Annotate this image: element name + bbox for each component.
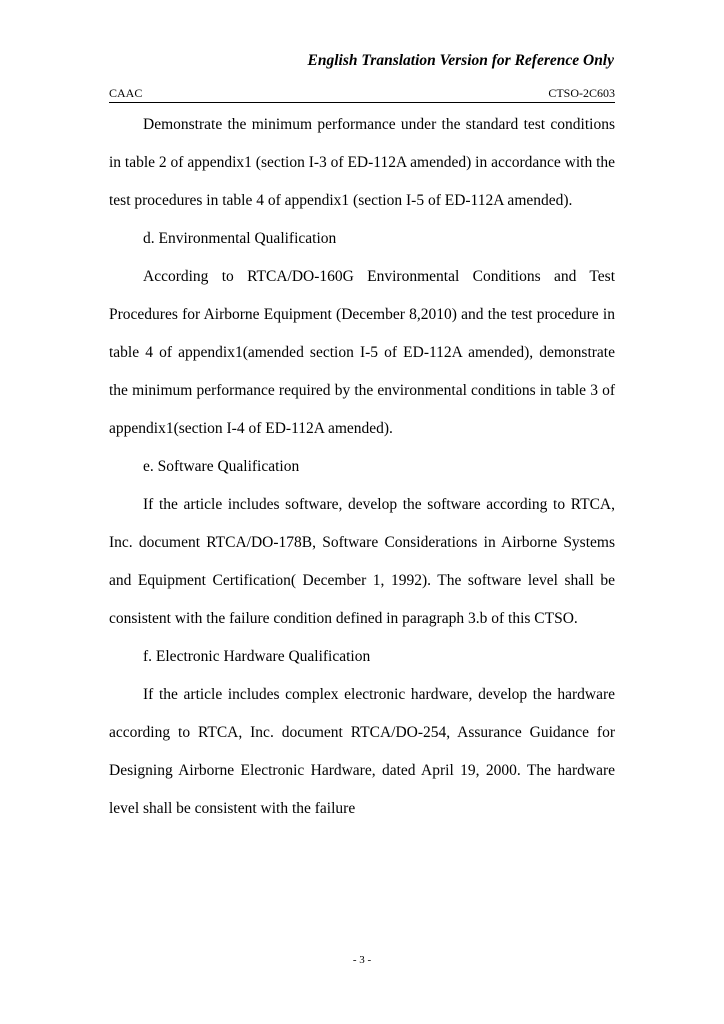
heading-environmental-qualification: d. Environmental Qualification [143,230,337,247]
document-body [109,106,615,828]
heading-software-qualification: e. Software Qualification [143,458,300,475]
paragraph-performance: Demonstrate the minimum performance under the standard test conditions in table 2 of appendix1 (section I-3 of ED-112A amended) in accordance with the test procedures in table 4 of appendix1 (section I-5 of ED-112A amended). [109,116,616,209]
translation-banner: English Translation Version for Reference Only [307,52,614,69]
paragraph-environmental: According to RTCA/DO-160G Environmental Conditions and Test Procedures for Airborne Equipment (December 8,2010) and the test procedure in table 4 of appendix1(amended section I-5 of ED-112A amended), demonstrate the minimum performance required by the environmental conditions in table 3 of appendix1(section I-4 of ED-112A amended). [109,268,615,437]
page-header [109,86,615,103]
page-number: - 3 - [352,954,372,966]
heading-electronic-hardware-qualification: f. Electronic Hardware Qualification [143,648,371,665]
header-document-id: CTSO-2C603 [548,86,615,100]
paragraph-hardware: If the article includes complex electronic hardware, develop the hardware according to RTCA, Inc. document RTCA/DO-254, Assurance Guidance for Designing Airborne Electronic Hardware, dated April 19, 2000. The hardware level shall be consistent with the failure [109,686,615,817]
header-organization: CAAC [109,86,143,100]
paragraph-software: If the article includes software, develop the software according to RTCA, Inc. document RTCA/DO-178B, Software Considerations in Airborne Systems and Equipment Certification( December 1, 1992). The software level shall be consistent with the failure condition defined in paragraph 3.b of this CTSO. [109,496,615,627]
